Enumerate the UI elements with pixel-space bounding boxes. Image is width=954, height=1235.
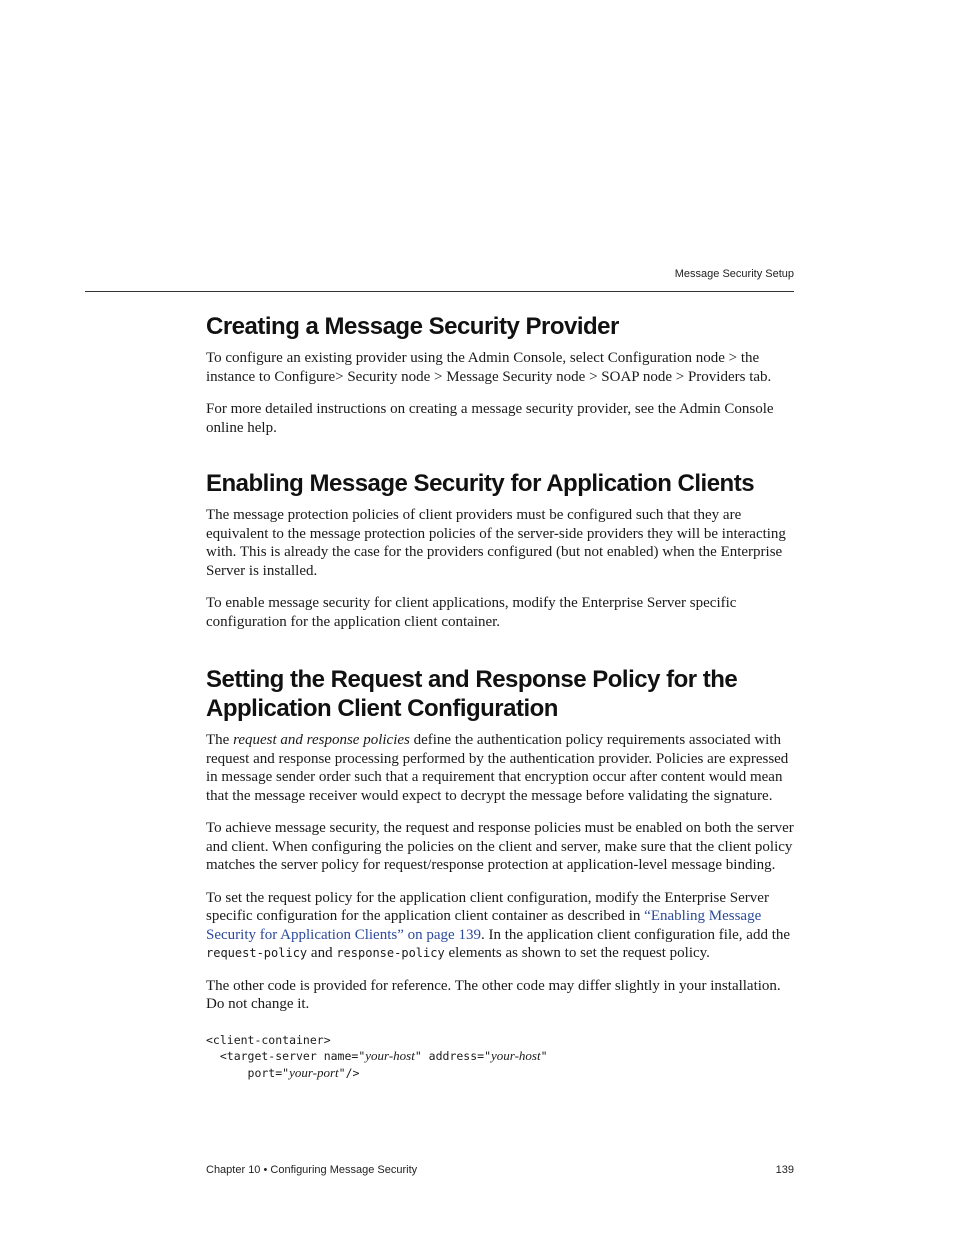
page-content <box>206 312 794 1081</box>
text: . In the application client configuration file, add the <box>480 926 791 943</box>
paragraph: The other code is provided for reference. The other code may differ slightly in your installation. Do not change it. <box>206 977 781 1012</box>
code-placeholder: your-host <box>365 1048 415 1063</box>
code-block <box>206 1032 794 1082</box>
section-heading-enabling-client-security: Enabling Message Security for Application Clients <box>206 470 755 497</box>
inline-code: response-policy <box>336 946 445 960</box>
footer-chapter: Chapter 10 • Configuring Message Security <box>206 1164 418 1176</box>
paragraph <box>206 889 794 963</box>
emphasized-term: request and response policies <box>233 732 410 748</box>
paragraph: To enable message security for client applications, modify the Enterprise Server specific configuration for the application client container. <box>206 595 737 630</box>
text: elements as shown to set the request policy. <box>444 945 710 961</box>
code-text: port=" <box>206 1065 290 1080</box>
code-text: <target-server name=" <box>206 1049 366 1063</box>
running-header: Message Security Setup <box>674 268 794 280</box>
code-text: " address=" <box>414 1049 491 1063</box>
paragraph: For more detailed instructions on creating a message security provider, see the Admin Console online help. <box>206 401 774 436</box>
heading-line: Setting the Request and Response Policy for the <box>206 666 738 693</box>
paragraph: To achieve message security, the request and response policies must be enabled on both the server and client. When configuring the policies on the client and server, make sure that the client policy matches the server policy for request/response protection at application-level message binding. <box>206 820 794 873</box>
paragraph <box>206 731 794 805</box>
text: define the authentication policy requirements associated with request and response processing performed by the authentication provider. Policies are expressed in message sender order such that a requirement that encryption occur after content would mean that the message receiver would expect to decrypt the message before validating the signature. <box>206 732 789 804</box>
section-heading-request-response-policy <box>206 665 794 723</box>
header-rule <box>85 291 794 292</box>
text: The <box>206 732 234 748</box>
heading-line: Application Client Configuration <box>206 695 558 722</box>
inline-code: request-policy <box>206 946 308 960</box>
code-placeholder: your-host <box>491 1048 541 1063</box>
code-text: "/> <box>338 1065 360 1080</box>
paragraph: The message protection policies of client providers must be configured such that they are equivalent to the message protection policies of the server-side providers they will be interacting with. This is already the case for the providers configured (but not enabled) when the Enterprise Server is installed. <box>206 507 786 579</box>
code-line: <client-container> <box>206 1032 331 1047</box>
code-text: " <box>540 1049 548 1063</box>
page-number: 139 <box>775 1164 794 1176</box>
code-placeholder: your-port <box>289 1064 339 1080</box>
section-heading-creating-provider: Creating a Message Security Provider <box>206 313 619 340</box>
text: and <box>307 945 337 961</box>
text: To set the request policy for the application client configuration, modify the Enterprise Server specific configuration for the application client container as described in <box>206 889 769 924</box>
cross-reference-link[interactable]: “Enabling Message Security for Application Clients” on page 139 <box>206 908 762 943</box>
paragraph: To configure an existing provider using the Admin Console, select Configuration node > the instance to Configure> Security node > Message Security node > SOAP node > Providers tab. <box>206 350 772 385</box>
